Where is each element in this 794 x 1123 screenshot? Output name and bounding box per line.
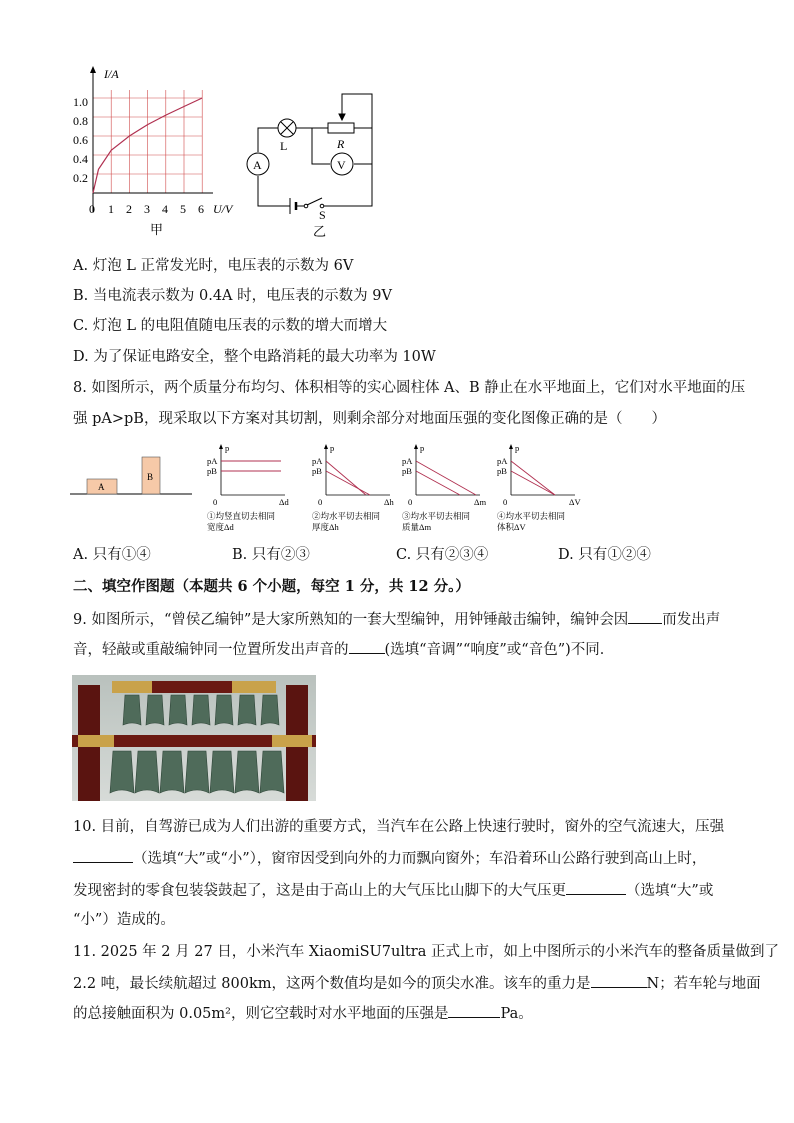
q10-blank-1[interactable]	[73, 848, 133, 863]
x-axis-label: Δm	[474, 497, 487, 507]
pa-label: pA	[312, 456, 323, 466]
voltmeter-label: V	[337, 158, 346, 172]
bell-icon	[238, 695, 256, 725]
q10-line3	[73, 880, 713, 901]
x-axis-label: Δd	[279, 497, 289, 507]
rheostat-label: R	[337, 137, 345, 151]
bell-icon	[192, 695, 210, 725]
x-axis-label: U/V	[213, 202, 233, 216]
q11-text-2b: N；若车轮与地面	[646, 976, 761, 992]
x-tick-label: 6	[198, 202, 204, 216]
q9-blank-1[interactable]	[628, 609, 662, 624]
q10-line1: 10. 目前，自驾游已成为人们出游的重要方式，当汽车在公路上快速行驶时，窗外的空气流速大，压强	[73, 819, 725, 835]
graph-caption-2: 质量Δm	[402, 522, 432, 532]
origin-label: 0	[503, 497, 508, 507]
q8-option-a: A. 只有①④	[73, 547, 151, 563]
q7-option-d: D. 为了保证电路安全，整个电路消耗的最大功率为 10W	[73, 349, 436, 365]
q8-graph-3	[400, 443, 490, 535]
graph-caption-1: ①均竖直切去相同	[207, 511, 276, 521]
y-tick-label: 0.6	[73, 133, 88, 147]
pb-label: pB	[402, 466, 412, 476]
q10-line4: “小”）造成的。	[73, 912, 175, 928]
x-tick-label: 1	[108, 202, 114, 216]
q10-blank-2[interactable]	[566, 880, 626, 895]
cylinder-b-label: B	[147, 472, 154, 482]
origin-label: 0	[408, 497, 413, 507]
pa-label: pA	[497, 456, 508, 466]
bell-icon	[261, 695, 279, 725]
x-axis-label: ΔV	[569, 497, 581, 507]
bell-icon	[160, 751, 184, 793]
graph-caption-2: 厚度Δh	[312, 522, 339, 532]
q11-line1: 11. 2025 年 2 月 27 日，小米汽车 XiaomiSU7ultra 正式上市，如上中图所示的小米汽车的整备质量做到了	[73, 944, 779, 960]
q9-blank-2[interactable]	[349, 639, 385, 654]
bell-icon	[123, 695, 141, 725]
x-axis-label: Δh	[384, 497, 394, 507]
lamp-label: L	[280, 139, 288, 153]
x-tick-labels	[89, 202, 204, 216]
pressure-line	[416, 471, 460, 495]
switch-label: S	[319, 208, 326, 222]
bell-icon	[169, 695, 187, 725]
figure-caption-jia: 甲	[150, 222, 164, 237]
section-heading: 二、填空作图题（本题共 6 个小题，每空 1 分，共 12 分。）	[73, 578, 470, 595]
circuit-diagram	[240, 86, 380, 238]
q8-option-d: D. 只有①②④	[558, 547, 651, 563]
q8-blocks	[70, 452, 195, 498]
slider-arrow	[339, 114, 345, 120]
q11-text-3b: Pa。	[500, 1006, 533, 1022]
q10-line2	[73, 848, 706, 869]
origin-label: 0	[318, 497, 323, 507]
pressure-line	[511, 461, 555, 495]
q7-option-c: C. 灯泡 L 的电阻值随电压表的示数的增大而增大	[73, 318, 388, 334]
pressure-line	[511, 471, 555, 495]
x-tick-label: 0	[89, 202, 95, 216]
q9-line2	[73, 639, 614, 660]
bell-icon	[260, 751, 284, 793]
bell-icon	[110, 751, 134, 793]
bell-icon	[215, 695, 233, 725]
graph-caption-2: 宽度Δd	[207, 522, 234, 532]
origin-label: 0	[213, 497, 218, 507]
pb-label: pB	[312, 466, 322, 476]
q11-line2	[73, 973, 761, 994]
q8-graph-2	[310, 443, 400, 535]
q8-option-c: C. 只有②③④	[396, 547, 489, 563]
pressure-line	[326, 471, 370, 495]
y-tick-label: 0.8	[73, 114, 88, 128]
switch-lever	[307, 198, 322, 205]
q11-blank-1[interactable]	[591, 973, 647, 988]
y-axis-arrow	[90, 66, 96, 73]
q8-stem-line1: 8. 如图所示，两个质量分布均匀、体积相等的实心圆柱体 A、B 静止在水平地面上，它们对水平地面的压	[73, 380, 746, 396]
bell-icon	[135, 751, 159, 793]
p-axis-arrow	[324, 444, 328, 449]
y-tick-label: 1.0	[73, 95, 88, 109]
y-tick-label: 0.2	[73, 171, 88, 185]
p-axis-arrow	[414, 444, 418, 449]
bell-icon	[185, 751, 209, 793]
graph-caption-1: ②均水平切去相同	[312, 511, 381, 521]
x-tick-label: 4	[162, 202, 168, 216]
y-tick-label: 0.4	[73, 152, 88, 166]
q7-option-a: A. 灯泡 L 正常发光时，电压表的示数为 6V	[73, 258, 354, 274]
q10-text-2b: （选填“大”或“小”），窗帘因受到向外的力而飘向窗外；车沿着环山公路行驶到高山上时，	[133, 851, 707, 867]
q9-text-1b: 而发出声	[662, 612, 721, 628]
pb-label: pB	[497, 466, 507, 476]
x-tick-label: 3	[144, 202, 150, 216]
p-axis-arrow	[509, 444, 513, 449]
pressure-line	[416, 461, 476, 495]
q11-blank-2[interactable]	[448, 1003, 500, 1018]
p-axis-label: p	[420, 443, 425, 453]
pa-label: pA	[402, 456, 413, 466]
bell-icon	[235, 751, 259, 793]
y-tick-labels	[73, 95, 88, 185]
q11-text-3a: 的总接触面积为 0.05m²，则它空载时对水平地面的压强是	[73, 1006, 449, 1022]
pa-label: pA	[207, 456, 218, 466]
wire-voltmeter-left	[312, 128, 330, 164]
q10-text-3a: 发现密封的零食包装袋鼓起了，这是由于高山上的大气压比山脚下的大气压更	[73, 883, 566, 899]
figure-caption-yi: 乙	[313, 224, 327, 238]
bell-icon	[146, 695, 164, 725]
p-axis-arrow	[219, 444, 223, 449]
graph-caption-1: ③均水平切去相同	[402, 511, 471, 521]
q8-stem-line2: 强 pA>pB，现采取以下方案对其切割，则剩余部分对地面压强的变化图像正确的是（ ）	[73, 411, 666, 427]
q8-graph-4	[495, 443, 585, 535]
q9-text-2a: 音，轻敲或重敲编钟同一位置所发出声音的	[73, 642, 349, 658]
wire-battery-left	[258, 176, 290, 206]
bianzhong-photo	[72, 675, 316, 801]
bell-icon	[210, 751, 234, 793]
rheostat-icon	[328, 123, 354, 133]
q9-text-1a: 9. 如图所示，“曾侯乙编钟”是大家所熟知的一套大型编钟，用钟锤敲击编钟，编钟会因	[73, 612, 629, 628]
p-axis-label: p	[515, 443, 520, 453]
q8-graph-1	[205, 443, 295, 535]
q9-text-2b: (选填“音调”“响度”或“音色”)不同．	[384, 642, 615, 658]
graph-caption-1: ④均水平切去相同	[497, 511, 566, 521]
ammeter-label: A	[253, 158, 262, 172]
wire-left-top	[258, 128, 278, 152]
pb-label: pB	[207, 466, 217, 476]
x-tick-label: 2	[126, 202, 132, 216]
graph-caption-2: 体积ΔV	[497, 522, 526, 532]
p-axis-label: p	[330, 443, 335, 453]
x-tick-label: 5	[180, 202, 186, 216]
q9-line1	[73, 609, 720, 630]
iu-graph	[68, 62, 248, 242]
q8-option-b: B. 只有②③	[232, 547, 310, 563]
cylinder-a-label: A	[98, 482, 105, 492]
q7-option-b: B. 当电流表示数为 0.4A 时，电压表的示数为 9V	[73, 288, 392, 304]
y-axis-label: I/A	[104, 67, 119, 81]
q10-text-3b: （选填“大”或	[626, 883, 714, 899]
p-axis-label: p	[225, 443, 230, 453]
q11-line3	[73, 1003, 533, 1024]
q11-text-2a: 2.2 吨，最长续航超过 800km，这两个数值均是如今的顶尖水准。该车的重力是	[73, 976, 591, 992]
